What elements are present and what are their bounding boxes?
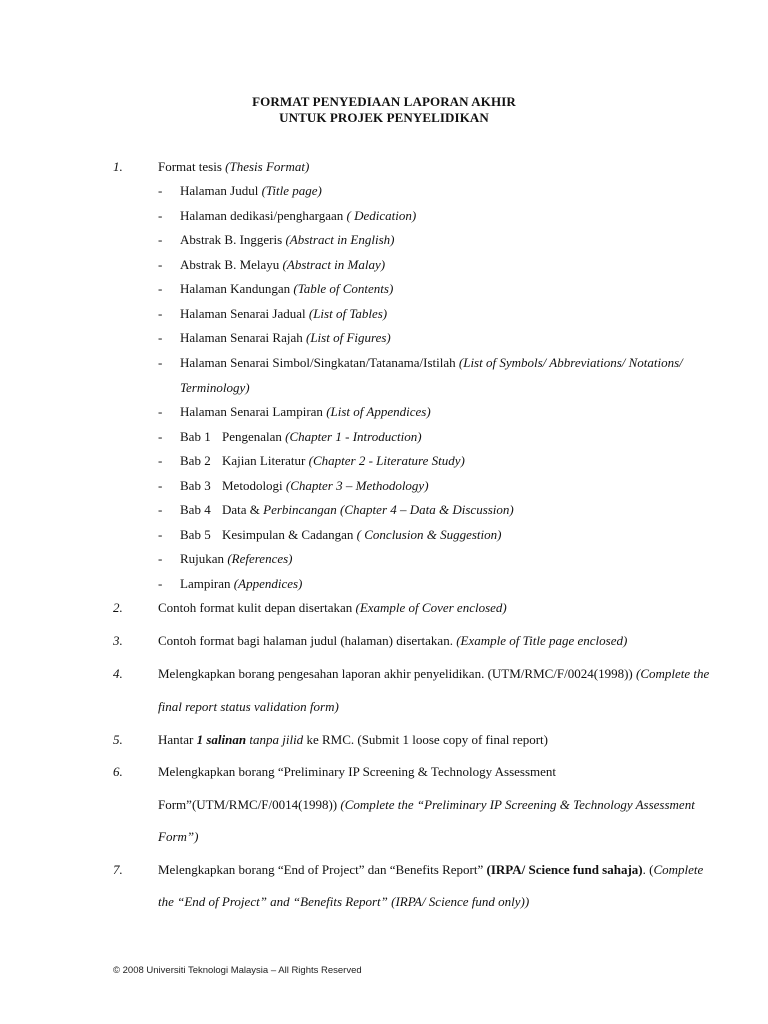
list-item: - Abstrak B. Melayu (Abstract in Malay) bbox=[158, 257, 386, 272]
item-1-text: Format tesis (Thesis Format) bbox=[158, 159, 310, 174]
item-6-text: Melengkapkan borang “Preliminary IP Screening & Technology Assessment bbox=[158, 764, 557, 779]
item-4-text-continuation: final report status validation form) bbox=[158, 699, 339, 714]
item-2-number: 2. bbox=[113, 600, 123, 615]
copyright-footer: © 2008 Universiti Teknologi Malaysia – All Rights Reserved bbox=[113, 965, 362, 976]
list-item: - Halaman Senarai Jadual (List of Tables) bbox=[158, 306, 388, 321]
item-6-number: 6. bbox=[113, 764, 123, 779]
item-3-number: 3. bbox=[113, 633, 123, 648]
list-item: - Bab 3 Metodologi (Chapter 3 – Methodology) bbox=[158, 478, 429, 493]
list-item: - Lampiran (Appendices) bbox=[158, 576, 303, 591]
list-item-continuation: Terminology) bbox=[180, 380, 250, 395]
item-5-text: Hantar 1 salinan tanpa jilid ke RMC. (Submit 1 loose copy of final report) bbox=[158, 732, 548, 747]
item-3-text: Contoh format bagi halaman judul (halaman) disertakan. (Example of Title page enclosed) bbox=[158, 633, 628, 648]
list-item: - Bab 1 Pengenalan (Chapter 1 - Introduction) bbox=[158, 429, 422, 444]
document-title-line1: FORMAT PENYEDIAAN LAPORAN AKHIR bbox=[252, 94, 516, 109]
item-6-text-line3: Form”) bbox=[158, 829, 199, 844]
item-5-number: 5. bbox=[113, 732, 123, 747]
list-item: - Bab 5 Kesimpulan & Cadangan ( Conclusion & Suggestion) bbox=[158, 527, 502, 542]
item-2-text: Contoh format kulit depan disertakan (Example of Cover enclosed) bbox=[158, 600, 507, 615]
list-item: - Halaman Judul (Title page) bbox=[158, 183, 322, 198]
item-1-number: 1. bbox=[113, 159, 123, 174]
list-item: - Halaman Kandungan (Table of Contents) bbox=[158, 281, 394, 296]
item-7-text: Melengkapkan borang “End of Project” dan “Benefits Report” (IRPA/ Science fund sahaja). (Complete bbox=[158, 862, 704, 877]
list-item: - Abstrak B. Inggeris (Abstract in English) bbox=[158, 232, 395, 247]
list-item: - Rujukan (References) bbox=[158, 551, 293, 566]
item-4-text: Melengkapkan borang pengesahan laporan akhir penyelidikan. (UTM/RMC/F/0024(1998)) (Complete the bbox=[158, 666, 710, 681]
item-4-number: 4. bbox=[113, 666, 123, 681]
list-item: - Halaman Senarai Rajah (List of Figures) bbox=[158, 330, 391, 345]
list-item: - Bab 4 Data & Perbincangan (Chapter 4 – Data & Discussion) bbox=[158, 502, 514, 517]
list-item: - Bab 2 Kajian Literatur (Chapter 2 - Literature Study) bbox=[158, 453, 465, 468]
document-title-line2: UNTUK PROJEK PENYELIDIKAN bbox=[279, 110, 489, 125]
list-item: - Halaman Senarai Simbol/Singkatan/Tatanama/Istilah (List of Symbols/ Abbreviations/ Notations/ bbox=[158, 355, 683, 370]
list-item: - Halaman Senarai Lampiran (List of Appendices) bbox=[158, 404, 431, 419]
list-item: - Halaman dedikasi/penghargaan ( Dedication) bbox=[158, 208, 417, 223]
item-7-text-line2: the “End of Project” and “Benefits Report” (IRPA/ Science fund only)) bbox=[158, 894, 530, 909]
item-6-text-line2: Form”(UTM/RMC/F/0014(1998)) (Complete the “Preliminary IP Screening & Technology Assessment bbox=[158, 797, 695, 812]
item-7-number: 7. bbox=[113, 862, 123, 877]
